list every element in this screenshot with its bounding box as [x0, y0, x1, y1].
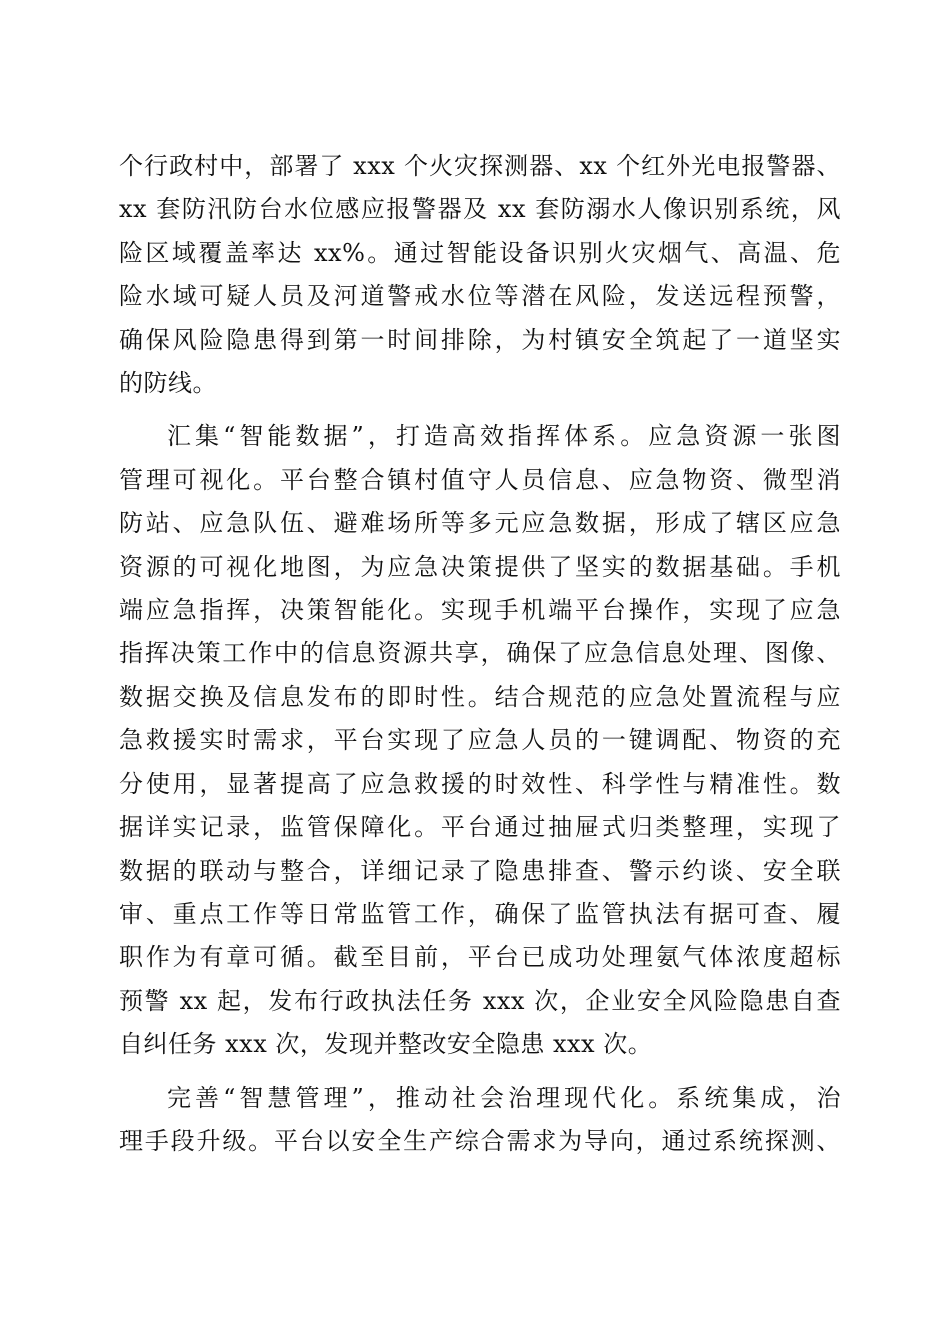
text-line: 职作为有章可循。截至目前，平台已成功处理氨气体浓度超标 [119, 943, 841, 972]
text-line: 确保风险隐患得到第一时间排除，为村镇安全筑起了一道坚实 [119, 325, 841, 354]
text-line: 数据的联动与整合，详细记录了隐患排查、警示约谈、安全联 [119, 856, 841, 885]
text-line: 急救援实时需求，平台实现了应急人员的一键调配、物资的充 [119, 726, 841, 755]
text-line: 指挥决策工作中的信息资源共享，确保了应急信息处理、图像、 [119, 639, 841, 668]
paragraph-gap [119, 405, 841, 415]
paragraph-1 [119, 145, 841, 405]
text-line: 分使用，显著提高了应急救援的时效性、科学性与精准性。数 [119, 769, 841, 798]
text-line: 管理可视化。平台整合镇村值守人员信息、应急物资、微型消 [119, 465, 841, 494]
paragraph-3 [119, 1077, 841, 1164]
document-body [119, 145, 841, 1163]
paragraph-2 [119, 415, 841, 1066]
text-line: 完善“智慧管理”，推动社会治理现代化。系统集成，治 [167, 1083, 841, 1112]
text-line: xx 套防汛防台水位感应报警器及 xx 套防溺水人像识别系统，风 [119, 195, 841, 224]
text-line: 的防线。 [119, 369, 217, 398]
text-line: 数据交换及信息发布的即时性。结合规范的应急处置流程与应 [119, 682, 841, 711]
text-line: 汇集“智能数据”，打造高效指挥体系。应急资源一张图 [167, 422, 841, 451]
text-line: 资源的可视化地图，为应急决策提供了坚实的数据基础。手机 [119, 552, 841, 581]
text-line: 端应急指挥，决策智能化。实现手机端平台操作，实现了应急 [119, 596, 841, 625]
text-line: 个行政村中，部署了 xxx 个火灾探测器、xx 个红外光电报警器、 [119, 152, 841, 180]
text-line: 险区域覆盖率达 xx%。通过智能设备识别火灾烟气、高温、危 [119, 238, 841, 267]
text-line: 据详实记录，监管保障化。平台通过抽屉式归类整理，实现了 [119, 813, 841, 842]
text-line: 防站、应急队伍、避难场所等多元应急数据，形成了辖区应急 [119, 509, 841, 538]
paragraph-gap [119, 1067, 841, 1077]
text-line: 自纠任务 xxx 次，发现并整改安全隐患 xxx 次。 [119, 1030, 653, 1059]
text-line: 理手段升级。平台以安全生产综合需求为导向，通过系统探测、 [119, 1126, 841, 1155]
text-line: 审、重点工作等日常监管工作，确保了监管执法有据可查、履 [119, 899, 841, 928]
text-line: 预警 xx 起，发布行政执法任务 xxx 次，企业安全风险隐患自查 [119, 986, 841, 1015]
text-line: 险水域可疑人员及河道警戒水位等潜在风险，发送远程预警， [119, 282, 841, 311]
